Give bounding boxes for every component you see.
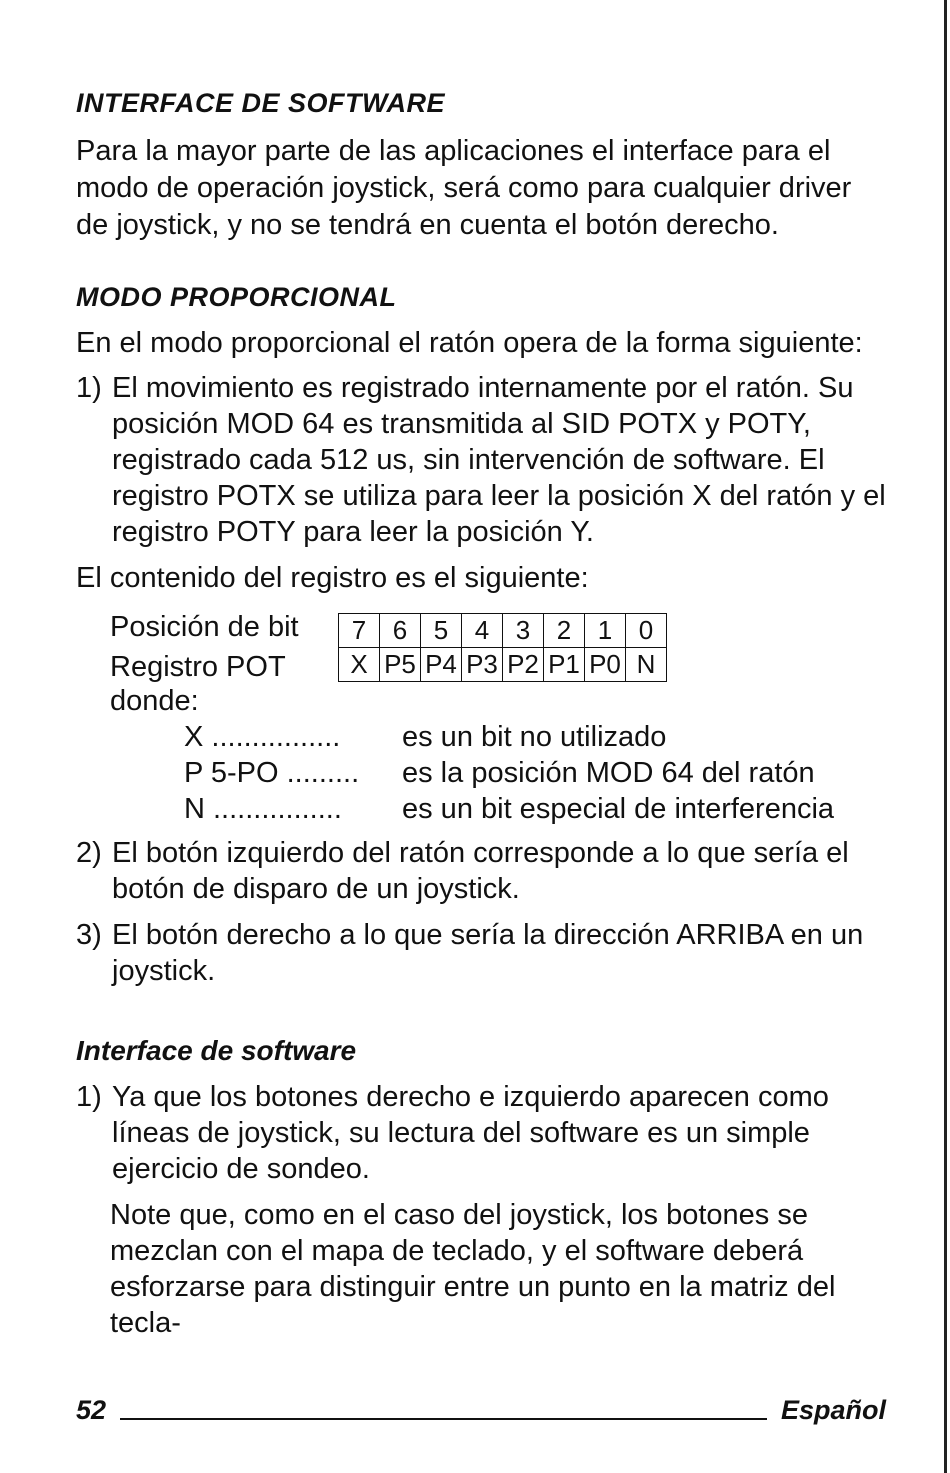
list-number: 2) <box>76 837 102 869</box>
register-cell: P4 <box>421 648 462 682</box>
paragraph: Para la mayor parte de las aplicaciones el interface para el modo de operación joystick, será como para cualquier driver de joystick, y no se tendrá en cuenta el botón derecho. <box>76 135 852 241</box>
list-item <box>76 370 886 550</box>
page-footer <box>76 1390 886 1426</box>
list-item <box>76 835 886 907</box>
note-paragraph: Note que, como en el caso del joystick, los botones se mezclan con el mapa de teclado, y el software deberá esforzarse para distinguir entre un punto en la matriz del tecla- <box>110 1199 836 1339</box>
footer-rule <box>120 1418 767 1420</box>
section-software-interface <box>76 88 886 244</box>
bit-table-labels <box>110 607 299 687</box>
definition-row <box>184 719 886 755</box>
register-cell: P2 <box>503 648 544 682</box>
register-cell: N <box>626 648 667 682</box>
paragraph: El contenido del registro es el siguiente: <box>76 562 589 594</box>
page-edge-line <box>944 0 947 1473</box>
list-text: El botón derecho a lo que sería la dirección ARRIBA en un joystick. <box>112 919 864 987</box>
bit-cell: 6 <box>380 614 421 648</box>
list-text: El movimiento es registrado internamente por el ratón. Su posición MOD 64 es transmitida al SID POTX y POTY, registrado cada 512 us, sin intervención de software. El registro POTX se utiliza para leer la posición X del ratón y el registro POTY para leer la posición Y. <box>112 372 886 548</box>
definition-value: es un bit no utilizado <box>402 721 667 753</box>
bit-cell: 2 <box>544 614 585 648</box>
section-heading: Interface de software <box>76 1035 357 1066</box>
register-cell: P3 <box>462 648 503 682</box>
section-heading: INTERFACE DE SOFTWARE <box>76 88 446 118</box>
bit-cell: 5 <box>421 614 462 648</box>
bit-position-row <box>339 614 667 648</box>
definition-key: X ................ <box>184 721 341 753</box>
register-cell: P5 <box>380 648 421 682</box>
footer-language: Español <box>780 1395 886 1425</box>
definition-key: P 5-PO ......... <box>184 757 360 789</box>
where-label: donde: <box>110 685 199 717</box>
list-number: 3) <box>76 919 102 951</box>
section-software-interface-2 <box>76 1035 886 1341</box>
bit-cell: 3 <box>503 614 544 648</box>
register-cell: P0 <box>585 648 626 682</box>
list-number: 1) <box>76 1081 102 1113</box>
list-text: El botón izquierdo del ratón corresponde a lo que sería el botón de disparo de un joystick. <box>112 837 849 905</box>
bit-position-label: Posición de bit <box>110 611 299 643</box>
list-item <box>76 917 886 989</box>
definition-row <box>184 755 886 791</box>
pot-register-label: Registro POT <box>110 651 286 683</box>
definition-value: es un bit especial de interferencia <box>402 793 835 825</box>
register-cell: P1 <box>544 648 585 682</box>
definition-value: es la posición MOD 64 del ratón <box>402 757 815 789</box>
paragraph: En el modo proporcional el ratón opera de la forma siguiente: <box>76 327 863 359</box>
list-item <box>76 1079 886 1187</box>
definition-key: N ................ <box>184 793 342 825</box>
bit-cell: 4 <box>462 614 503 648</box>
definition-row <box>184 791 886 827</box>
section-proportional-mode <box>76 282 886 989</box>
definition-list <box>184 719 886 827</box>
page-content <box>76 88 886 1341</box>
bit-table <box>338 613 667 682</box>
list-number: 1) <box>76 372 102 404</box>
list-text: Ya que los botones derecho e izquierdo aparecen como líneas de joystick, su lectura del software es un simple ejercicio de sondeo. <box>112 1081 829 1185</box>
register-cell: X <box>339 648 380 682</box>
bit-table-block <box>110 607 886 681</box>
bit-cell: 1 <box>585 614 626 648</box>
bit-cell: 7 <box>339 614 380 648</box>
section-heading: MODO PROPORCIONAL <box>76 282 397 312</box>
page-number: 52 <box>76 1395 107 1425</box>
bit-cell: 0 <box>626 614 667 648</box>
pot-register-row <box>339 648 667 682</box>
